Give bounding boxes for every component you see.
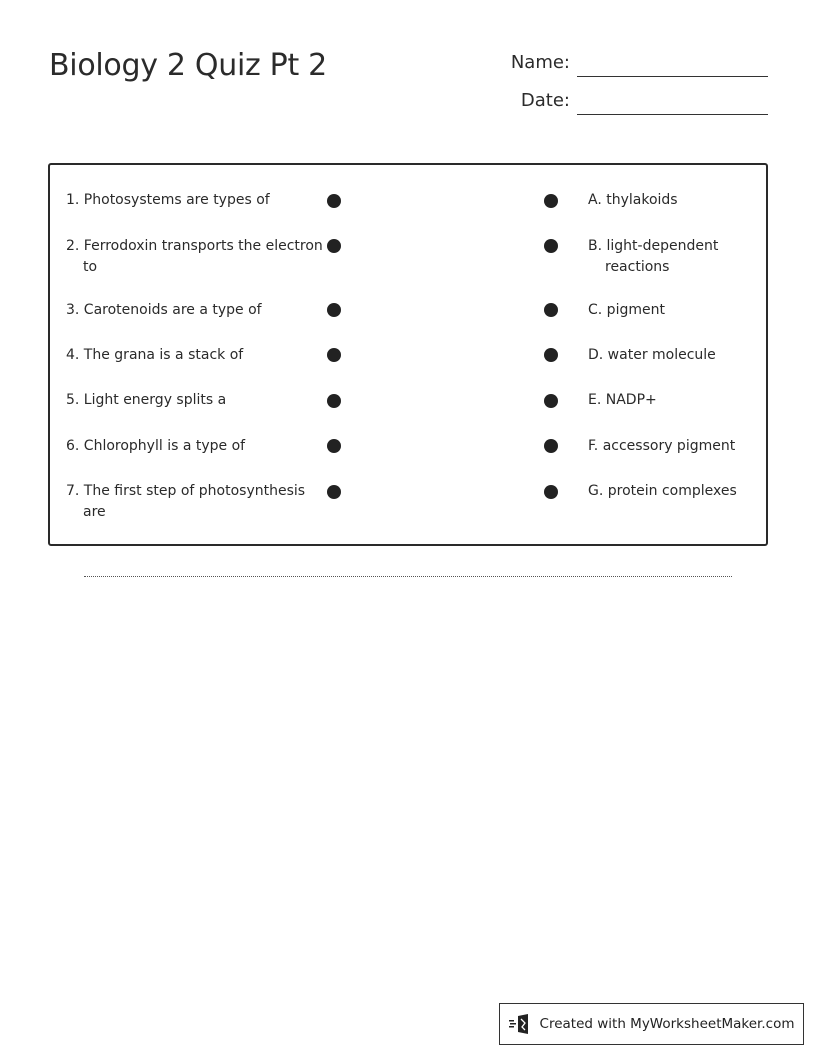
question-dot[interactable] bbox=[327, 194, 341, 208]
page-title: Biology 2 Quiz Pt 2 bbox=[49, 48, 327, 83]
name-field[interactable] bbox=[577, 76, 768, 77]
answer-dot[interactable] bbox=[544, 485, 558, 499]
question-dot[interactable] bbox=[327, 303, 341, 317]
answer-dot[interactable] bbox=[544, 394, 558, 408]
question-dot[interactable] bbox=[327, 394, 341, 408]
date-label: Date: bbox=[520, 90, 570, 111]
question-item: 3. Carotenoids are a type of bbox=[66, 302, 262, 318]
worksheet-logo-icon bbox=[509, 1014, 533, 1034]
footer-text: Created with MyWorksheetMaker.com bbox=[539, 1016, 795, 1032]
question-dot[interactable] bbox=[327, 439, 341, 453]
question-item: 4. The grana is a stack of bbox=[66, 347, 244, 363]
question-item: 6. Chlorophyll is a type of bbox=[66, 438, 246, 454]
answer-dot[interactable] bbox=[544, 194, 558, 208]
answer-dot[interactable] bbox=[544, 303, 558, 317]
answer-item: F. accessory pigment bbox=[588, 438, 736, 454]
answer-dot[interactable] bbox=[544, 239, 558, 253]
answer-item: G. protein complexes bbox=[588, 483, 737, 499]
question-item: 1. Photosystems are types of bbox=[66, 192, 270, 208]
answer-item: E. NADP+ bbox=[588, 392, 657, 408]
answer-item: D. water molecule bbox=[588, 347, 716, 363]
answer-dot[interactable] bbox=[544, 439, 558, 453]
question-item: 2. Ferrodoxin transports the electron to bbox=[66, 238, 323, 275]
answer-item: B. light-dependent reactions bbox=[588, 238, 719, 275]
question-dot[interactable] bbox=[327, 348, 341, 362]
footer-badge[interactable] bbox=[499, 1003, 804, 1045]
date-field[interactable] bbox=[577, 114, 768, 115]
answer-item: A. thylakoids bbox=[588, 192, 678, 208]
question-item: 5. Light energy splits a bbox=[66, 392, 227, 408]
question-item: 7. The first step of photosynthesis are bbox=[66, 483, 306, 520]
answer-dot[interactable] bbox=[544, 348, 558, 362]
question-dot[interactable] bbox=[327, 485, 341, 499]
name-label: Name: bbox=[510, 52, 570, 73]
answer-item: C. pigment bbox=[588, 302, 665, 318]
question-dot[interactable] bbox=[327, 239, 341, 253]
dotted-divider bbox=[84, 576, 732, 577]
